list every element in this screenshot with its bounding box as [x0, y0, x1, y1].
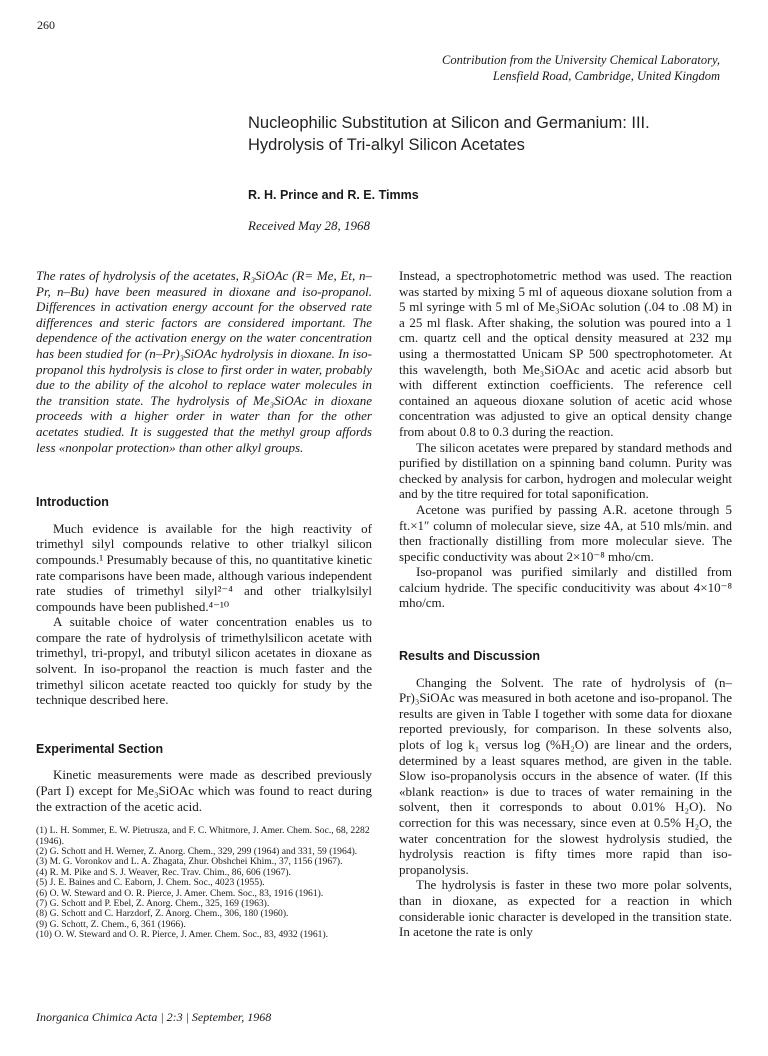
paragraph: Changing the Solvent. The rate of hydrolysis of (n–Pr)₃SiOAc was measured in both acetone and iso-propanol. The results are given in Table I together with some data for dioxane reported previously, for comparison. In these solvents also, plots of log k₁ versus log (%H₂O) are linear and the orders, determined by a least squares method, are given in the table. Slow iso-propanolysis occurs in the absence of water. (If this «blank reaction» is due to traces of water remaining in the solvent, then it corresponds to about 0.01% H₂O). No correction for this was necessary, since even at 0.5% H₂O, the water concentration for the slowest hydrolysis studied, the hydrolysis reaction is fifty times more rapid than iso-propanolysis. — [399, 674, 732, 877]
reference-item: (3) M. G. Voronkov and L. A. Zhagata, Zhur. Obshchei Khim., 37, 1156 (1967). — [36, 856, 343, 868]
paragraph: Acetone was purified by passing A.R. acetone through 5 ft.×1″ column of molecular sieve, size 4A, at 510 mls/min. and then fractionally distilling from more molecular sieve. The specific conductivity was about 2×10⁻⁸ mho/cm. — [399, 501, 732, 564]
paragraph: Iso-propanol was purified similarly and distilled from calcium hydride. The specific conducitivity was about 4×10⁻⁸ mho/cm. — [399, 564, 732, 611]
reference-item: (8) G. Schott and C. Harzdorf, Z. Anorg. Chem., 306, 180 (1960). — [36, 908, 289, 920]
reference-item: (10) O. W. Steward and O. R. Pierce, J. Amer. Chem. Soc., 83, 4932 (1961). — [36, 929, 329, 941]
paragraph: Much evidence is available for the high reactivity of trimethyl silyl compounds relative to other trialkyl silicon compounds.¹ Presumably because of this, no quantitative kinetic rate comparisons have been made, although various independent rate studies of trimethyl silyl²⁻⁴ and other trialkylsilyl compounds have been published.⁴⁻¹⁰ — [36, 520, 372, 614]
abstract: The rates of hydrolysis of the acetates, R₃SiOAc (R= Me, Et, n–Pr, n–Bu) have been measured in dioxane and iso-propanol. Differences in activation energy account for the observed rate differences and steric factors are considered important. The dependence of the activation energy on the water concentration has been studied for (n–Pr)₃SiOAc hydrolysis in dioxane. In iso-propanol this hydrolysis is close to first order in water, probably due to the ability of the alcohol to replace water molecules in the transition state. The hydrolysis of Me₃SiOAc in dioxane proceeds with a higher order in water than for the other acetates studied. It is suggested that the methyl group affords less «nonpolar protection» than other alkyl groups. — [36, 268, 372, 455]
right-column — [399, 268, 732, 940]
reference-item: (5) J. E. Baines and C. Eaborn, J. Chem. Soc., 4023 (1955). — [36, 877, 265, 889]
contribution-line: Contribution from the University Chemical Laboratory, — [441, 53, 720, 67]
received-date: Received May 28, 1968 — [248, 218, 371, 233]
contribution-line: Lensfield Road, Cambridge, United Kingdom — [492, 69, 720, 83]
page-number: 260 — [37, 18, 55, 32]
section-heading-results: Results and Discussion — [399, 649, 541, 664]
contribution-affiliation — [300, 52, 720, 84]
reference-item: (1) L. H. Sommer, E. W. Pietrusza, and F. C. Whitmore, J. Amer. Chem. Soc., 68, 2282 (1946). — [36, 825, 370, 847]
references — [36, 826, 372, 940]
reference-item: (7) G. Schott and P. Ebel, Z. Anorg. Chem., 325, 169 (1963). — [36, 898, 270, 910]
section-heading-experimental: Experimental Section — [36, 741, 164, 756]
paragraph: The hydrolysis is faster in these two more polar solvents, than in dioxane, as expected for a reaction in which considerable ionic character is developed in the transition state. In acetone the rate is only — [399, 877, 732, 940]
authors: R. H. Prince and R. E. Timms — [248, 188, 419, 202]
reference-item: (4) R. M. Pike and S. J. Weaver, Rec. Trav. Chim., 86, 606 (1967). — [36, 866, 291, 878]
article-title — [248, 112, 728, 156]
paragraph: Kinetic measurements were made as described previously (Part I) except for Me₃SiOAc which was found to react during the extraction of the acetic acid. — [36, 767, 372, 814]
reference-item: (6) O. W. Steward and O. R. Pierce, J. Amer. Chem. Soc., 83, 1916 (1961). — [36, 887, 324, 899]
paragraph: The silicon acetates were prepared by standard methods and purified by distillation on a spinning band column. Purity was checked by analysis for carbon, hydrogen and molecular weight and by the titre required for total saponification. — [399, 439, 732, 502]
section-heading-introduction: Introduction — [36, 495, 109, 510]
left-column — [36, 268, 372, 941]
journal-footer: Inorganica Chimica Acta | 2:3 | September, 1968 — [36, 1010, 272, 1024]
reference-item: (9) G. Schott, Z. Chem., 6, 361 (1966). — [36, 918, 186, 930]
title-line: Hydrolysis of Tri-alkyl Silicon Acetates — [248, 136, 525, 154]
title-line: Nucleophilic Substitution at Silicon and Germanium: III. — [248, 114, 650, 132]
paragraph: A suitable choice of water concentration enables us to compare the rate of hydrolysis of trimethylsilicon acetate with trimethyl, tri-propyl, and tributyl silicon acetates in dioxane as solvent. In iso-propanol the reaction is much faster and the trimethyl silicon acetate reacted too quickly for study by the technique described here. — [36, 614, 372, 708]
reference-item: (2) G. Schott and H. Werner, Z. Anorg. Chem., 329, 299 (1964) and 331, 59 (1964). — [36, 846, 358, 858]
paragraph: Instead, a spectrophotometric method was used. The reaction was started by mixing 5 ml of aqueous dioxane solution from a 5 ml syringe with 5 ml of Me₃SiOAc solution (.04 to .08 M) in a 25 ml flask. After shaking, the solution was poured into a 1 cm. quartz cell and the optical density measured at 232 mμ using a thermostatted Unicam SP 500 spectrophotometer. At this wavelength, both Me₃SiOAc and acetic acid absorb but with different extinction coefficients. The reference cell contained an aqueous dioxane solution of acetic acid whose concentration was adjusted to give an optical density change from about 0.8 to 0.3 during the reaction. — [399, 268, 732, 439]
